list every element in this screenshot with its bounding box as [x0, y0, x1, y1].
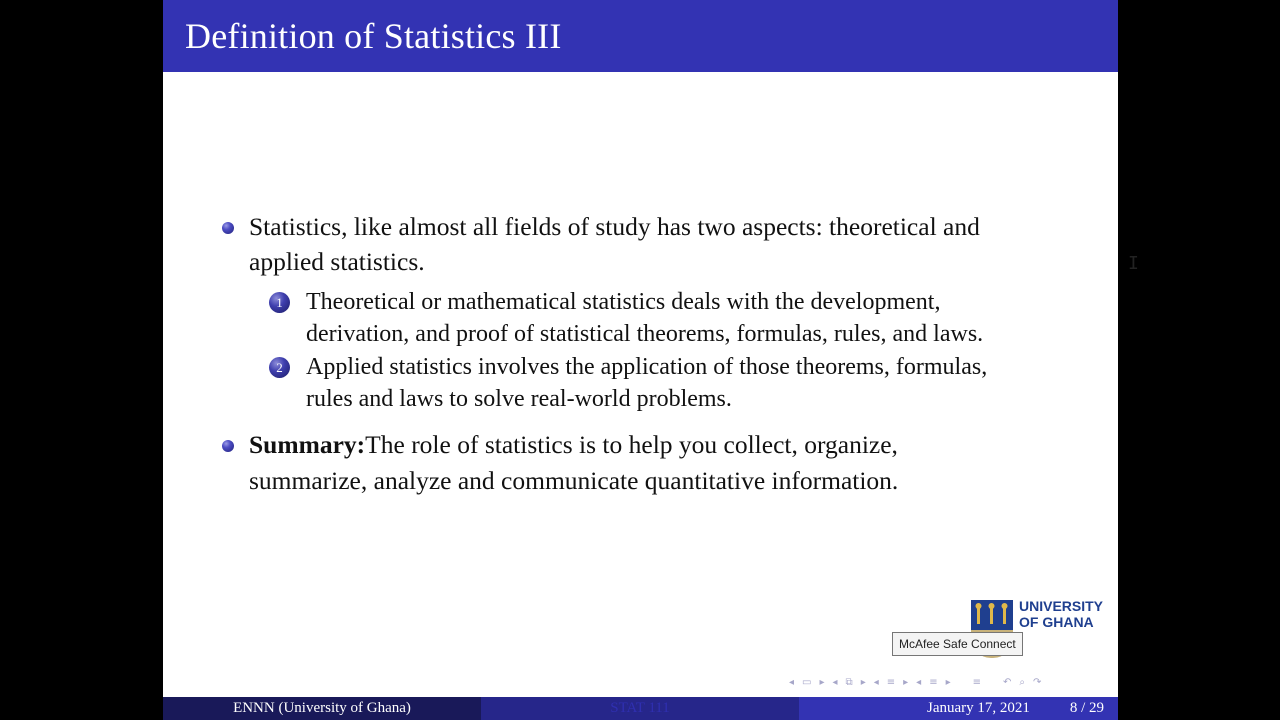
bullet-1-line-1: Statistics, like almost all fields of study has two aspects: theoretical and [249, 212, 980, 241]
footer [163, 697, 1118, 720]
bullet-1-line-2: applied statistics. [249, 247, 425, 276]
logo-line-1: UNIVERSITY [1019, 598, 1104, 614]
bullet-2-line-1 [249, 427, 898, 463]
redo-icon[interactable]: ↷ [1033, 676, 1042, 688]
slide [163, 0, 1139, 720]
nav-arrow-right-icon[interactable]: ▸ [860, 676, 866, 688]
subitem-2-line-1: Applied statistics involves the application of those theorems, formulas, [306, 354, 988, 380]
subitem-2-line-2: rules and laws to solve real-world problems. [306, 386, 732, 412]
nav-arrow-right-icon[interactable]: ▸ [819, 676, 825, 688]
nav-arrow-left-icon[interactable]: ◂ [916, 676, 922, 688]
number-1-icon: 1 [269, 292, 290, 313]
beamer-navigation [789, 675, 1109, 689]
nav-arrow-left-icon[interactable]: ◂ [832, 676, 838, 688]
footer-right [799, 697, 1118, 720]
slide-title: Definition of Statistics III [185, 16, 562, 56]
search-icon[interactable]: ⌕ [1019, 676, 1026, 688]
summary-text: The role of statistics is to help you collect, organize, [365, 430, 898, 459]
section-icon[interactable]: ≡ [886, 676, 896, 688]
subitem-1-line-1: Theoretical or mathematical statistics deals with the development, [306, 289, 941, 315]
bullet-icon [222, 222, 234, 234]
nav-arrow-left-icon[interactable]: ◂ [789, 676, 795, 688]
text-cursor-icon: I [1128, 253, 1139, 274]
section-icon[interactable]: ≡ [929, 676, 938, 688]
bullet-icon [222, 440, 234, 452]
footer-course: STAT 111 [481, 697, 799, 720]
nav-arrow-left-icon[interactable]: ◂ [873, 676, 879, 688]
summary-label: Summary: [249, 430, 366, 459]
nav-arrow-right-icon[interactable]: ▸ [945, 676, 951, 688]
undo-icon[interactable]: ↶ [1003, 676, 1012, 688]
footer-page-number: 8 / 29 [1069, 700, 1104, 716]
logo-line-2: OF GHANA [1019, 614, 1094, 630]
bullet-2-line-2: summarize, analyze and communicate quantitative information. [249, 466, 899, 495]
subsection-icon[interactable]: ⧉ [845, 676, 853, 688]
tooltip: McAfee Safe Connect [892, 632, 1023, 656]
subitem-1-line-2: derivation, and proof of statistical theorems, formulas, rules, and laws. [306, 321, 984, 347]
number-2-icon: 2 [269, 357, 290, 378]
frame-icon[interactable]: ▭ [802, 676, 812, 688]
list-icon[interactable]: ≡ [972, 676, 982, 688]
title-bar [163, 0, 1118, 72]
nav-arrow-right-icon[interactable]: ▸ [903, 676, 909, 688]
footer-date: January 17, 2021 [927, 700, 1030, 716]
footer-author: ENNN (University of Ghana) [163, 697, 481, 720]
crest-icon [971, 600, 1013, 630]
